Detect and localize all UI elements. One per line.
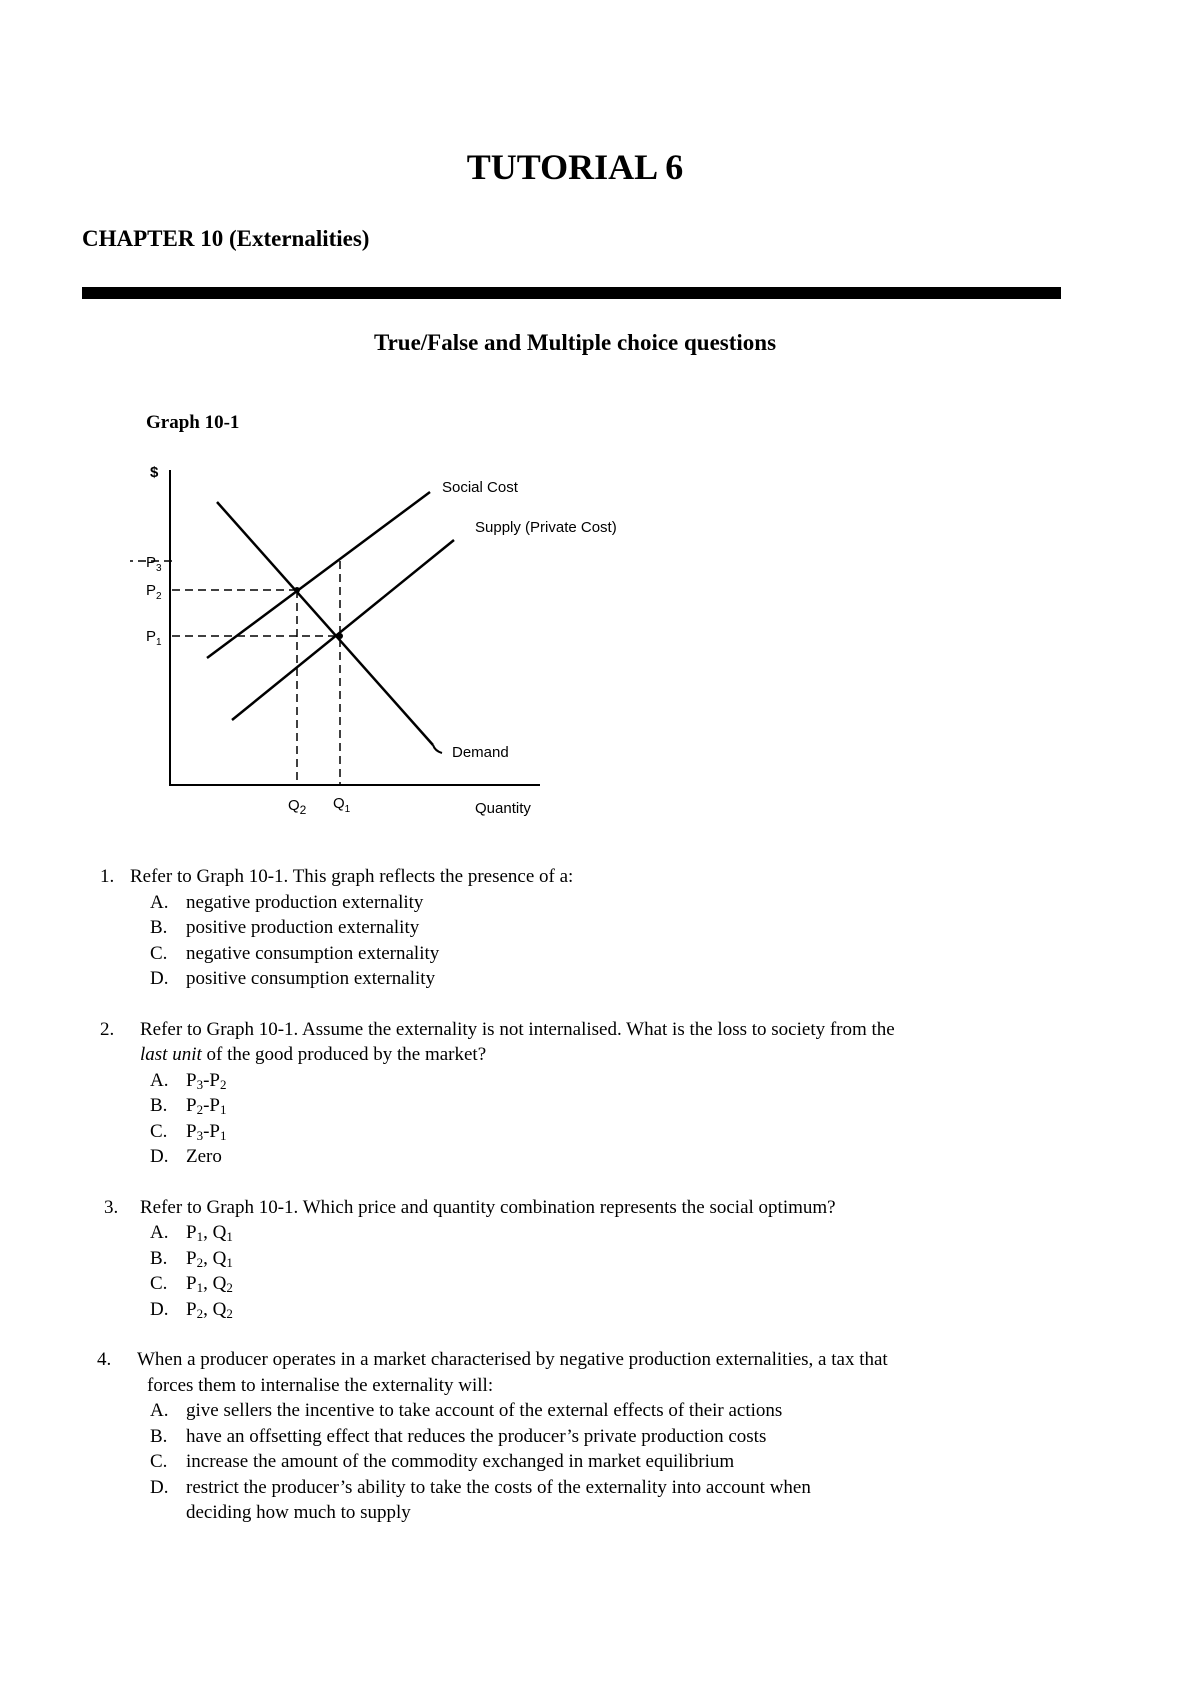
option-c: C. $P_3-P_1$ [150, 1120, 227, 1143]
option-b: B. have an offsetting effect that reduces the producer’s private production costs [150, 1425, 767, 1447]
p3-label: $P_3$ [146, 554, 162, 574]
option-d: D. Zero [150, 1146, 222, 1167]
p2-label: $P_2$ [146, 582, 162, 602]
option-c: C. negative consumption externality [150, 942, 440, 964]
externality-graph [130, 455, 617, 825]
demand-curve-tip [433, 745, 442, 753]
question-text: When a producer operates in a market characterised by negative production externalities, a tax that [137, 1349, 888, 1370]
question-text: Refer to Graph 10-1. Which price and quantity combination represents the social optimum? [140, 1196, 836, 1218]
supply-curve [232, 540, 454, 720]
option-c: C. $P_1$, $Q_2$ [150, 1273, 233, 1295]
section-heading: True/False and Multiple choice questions [373, 330, 777, 355]
question-number: 1. [100, 866, 115, 887]
question-text: Refer to Graph 10-1. Assume the externality is not internalised. What is the loss to society from the last unit of the good produced by the market? [140, 1018, 895, 1065]
option-b: B. positive production externality [150, 917, 420, 938]
demand-label: Demand [452, 744, 509, 761]
option-a: A. give sellers the incentive to take account of the external effects of their actions [150, 1400, 783, 1421]
supply-label: Supply (Private Cost) [475, 519, 617, 536]
question-text-continued: forces them to internalise the externality will: [147, 1374, 494, 1396]
question-number: 3. [104, 1196, 119, 1218]
x-axis-label: Quantity [475, 800, 531, 817]
page-title: TUTORIAL 6 [466, 147, 684, 187]
horizontal-rule [82, 287, 1061, 299]
chapter-heading: CHAPTER 10 (Externalities) [82, 226, 370, 251]
option-b: B. $P_2-P_1$ [150, 1095, 227, 1117]
graph-title: Graph 10-1 [146, 412, 240, 433]
question-4 [97, 1347, 1060, 1526]
option-d: D. positive consumption externality [150, 968, 436, 989]
option-c: C. increase the amount of the commodity exchanged in market equilibrium [150, 1451, 735, 1472]
intersection-social-optimum [294, 587, 300, 593]
demand-curve [217, 502, 433, 745]
y-axis-label: $ [150, 464, 159, 481]
option-a: A. negative production externality [150, 891, 424, 913]
question-number: 4. [97, 1349, 112, 1370]
option-d: D. $P_2$, $Q_2$ [150, 1298, 233, 1321]
question-list [97, 864, 1060, 1551]
q2-label: $Q_2$ [288, 797, 307, 817]
option-b: B. $P_2$, $Q_1$ [150, 1247, 233, 1270]
question-3 [100, 1195, 1060, 1323]
question-2 [100, 1017, 1060, 1170]
question-text: Refer to Graph 10-1. This graph reflects the presence of a: [130, 866, 574, 887]
social-cost-curve [207, 492, 430, 658]
option-d-continued: deciding how much to supply [186, 1502, 411, 1523]
option-a: A. $P_3-P_2$ [150, 1069, 227, 1092]
p1-label: $P_1$ [146, 628, 162, 648]
intersection-market-equilibrium [337, 633, 343, 639]
option-d: D. restrict the producer’s ability to take the costs of the externality into account when [150, 1476, 811, 1498]
option-a: A. $P_1$, $Q_1$ [150, 1222, 233, 1244]
q1-label: $Q_1$ [333, 795, 351, 815]
social-cost-label: Social Cost [442, 479, 518, 496]
question-number: 2. [100, 1018, 115, 1040]
question-1 [100, 864, 1060, 992]
